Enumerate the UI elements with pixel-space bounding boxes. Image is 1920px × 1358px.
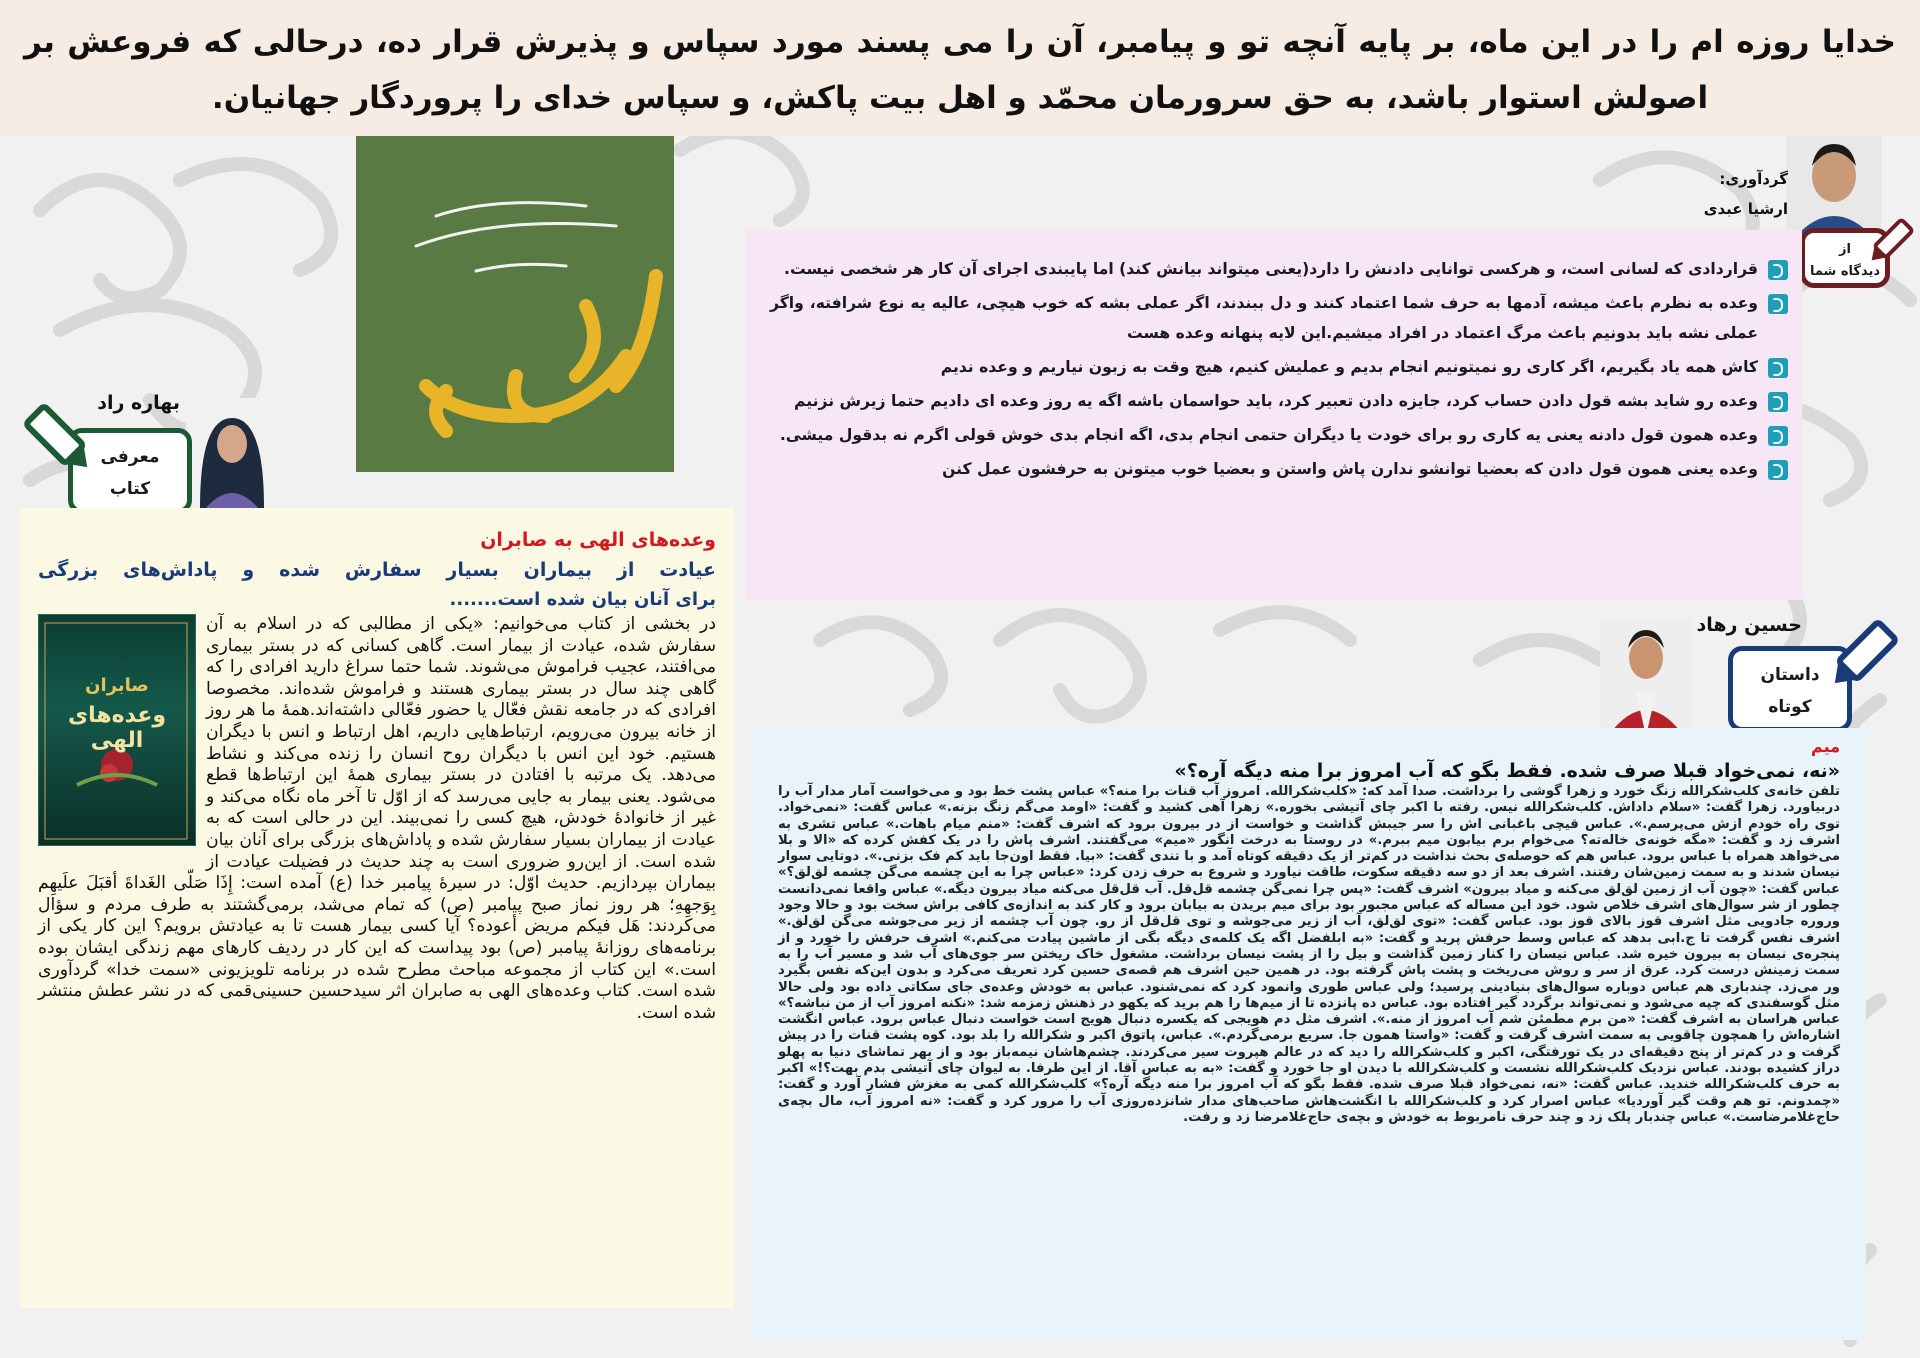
- list-item: قراردادی که لسانی است، و هرکسی توانایی دادنش را دارد(یعنی میتواند بیانش کند) اما پایبندی اجرای آن کار هر شخصی نیست.: [770, 254, 1788, 284]
- story-author-name: حسین رهاد: [1696, 614, 1802, 636]
- quote-bullet-icon: [1768, 392, 1788, 412]
- book-review-panel: [20, 508, 734, 1308]
- pen-icon: [1862, 214, 1918, 270]
- story-body: تلفن خانه‌ی کلب‌شکرالله زنگ خورد و زهرا گوشی را برداشت. صدا آمد که: «کلب‌شکرالله. امروز آب قنات برا منه؟» عباس پشت خط بود و می‌خواست آمار مدار آب را دربیاورد. زهرا گفت: «سلام داداش. کلب‌شکرالله نیس. رفته با اکبر چای آتیشی بخوره.» زهرا آهی کشید و گفت: «اومد می‌گم زنگ بزنه.» عباس گفت: «نمی‌خواد. توی راه خودم ازش می‌پرسم.». عباس قیچی باغبانی اش را سر جیبش گذاشت و خواست از در بیرون برود که اشرف گفت: «منم میام باهات.» عباس تشری به اشرف زد و گفت: «مگه خونه‌ی خاله‌ته؟ می‌خوام برم بیابون میم ببرم.» در روستا به درخت انگور «میم» می‌گفتند. اشرف پاش را در یک کفش کرده که «الا و بلا می‌خواهد همراه با عباس برود. عباس هم که حوصله‌ی بحث نداشت در کم‌تر از یک دقیقه کوتاه آمد و با تندی گفت: «بیا. فقط اون‌جا باید کم فک بزنی.». دوتایی سوار نیسان شدند و به سمت زمین‌شان رفتند. اشرف بعد از دو سه دقیقه سکوت، طاقت نیاورد و شروع به حرف زدن کرد: «عباس چرا به این چشمه می‌گن چشمه لق‌لق؟» عباس گفت: «چون آب از زمین لق‌لق می‌کنه و میاد بیرون» اشرف گفت: «پس چرا نمی‌گن چشمه قل‌قل. آب قل‌قل می‌کنه میاد بیرون دیگه.» عباس واقعا نمی‌دانست چطور از شر سوال‌های اشرف خلاص شود. خود این مساله که عباس مجبور بود برای میم بریدن به بیابان برود و کار کند به اندازه‌ی کافی براش سخت بود و حالا وجود وروره جادویی مثل اشرف قوز بالای قوز بود. عباس گفت: «توی لق‌لق، آب از زیر می‌جوشه و توی قل‌قل از رو. چون آب چشمه از زیر می‌جوشه می‌گن لق‌لق.» اشرف نفس گرفت تا ج.ابی بدهد که عباس وسط حرفش پرید و گفت: «به ابلفضل اگه یک کلمه‌ی دیگه بگی از ماشین پیادت می‌کنم.» اشرف حرفش را خورد و از پنجره‌ی نیسان به بیرون خیره شد. عباس نیسان را کنار زمین گذاشت و بیل را از پشت نیسان برداشت. مشغول خاک ریختن سر جوی‌های آب شد و مسیر آب را به سمت زمینش درست کرد. عرق از سر و روش می‌ریخت و پشت پاش گرفته بود. در همین حین اشرف هم قصه‌ی حسین کرد تعریف می‌کرد و بدون این‌که نفس بگیرد ور می‌زد. چندباری هم عباس دوباره سوال‌های بنیادینی پرسید؛ ولی عباس طوری وانمود کرد که نمی‌شنود. عباس به خودش وعده‌ی جای سکاتی داده بود ولی حالا مثل گوسفندی که چپه می‌شود و نمی‌تواند برگردد گیر افتاده بود. عباس ده پانزده تا از میم‌ها را هم برید که یکهو در ذهنش زمزمه شد: «نکنه امروز آب از من نباشه؟» عباس هراسان به اشرف گفت: «من برم مطمئن شم آب امروز از منه.». اشرف مثل دم هویجی که یکسره دنبال هویج است خواست دنبال عباس برود. عباس انگشت اشاره‌اش را همچون چاقویی به سمت اشرف گرفت و گفت: «واستا همون جا. سریع برمی‌گردم.». عباس، پاتوق اکبر و شکرالله را بلد بود. کوه پشت قنات را در پیش گرفت و در کم‌تر از پنج دقیقه‌ای در یک تورفتگی، اکبر و کلب‌شکرالله را دید که در عالم هپروت سیر می‌کردند. چشم‌هاشان نیمه‌باز بود و از بهر تماشای دنیا به پهلو دراز کشیده بودند. عباس نزدیک کلب‌شکرالله نشست و کلب‌شکرالله با دیدن او جا خورد و گفت: «به به عباس آقا. از این طرفا. به لیوان چای آتیشی بدم بهت؟!» اکبر به حرف کلب‌شکرالله خندید. عباس گفت: «نه، نمی‌خواد قبلا صرف شده. فقط بگو که آب امروز برا منه دیگه آره؟» کلب‌شکرالله کمی به مغزش فشار آورد و گفت: «چمدونم. تو هم وقت گیر آوردیا» عباس اصرار کرد و کلب‌شکرالله با انگشت‌هاش صاحب‌های مدار شانزده‌روزی آب را مرور کرد و گفت: «نه امروز آب، مال بچه‌ی حاج‌غلامرضاست.» عباس چندبار پلک زد و چند حرف نامربوط به خودش و بچه‌ی حاج‌غلامرضا زد و رفت.: [778, 784, 1840, 1125]
- list-item: وعده به نظرم باعث میشه، آدمها به حرف شما اعتماد کنند و دل ببندند، اگر عملی بشه که خوب هیچی، عالیه یه نوع شرافته، واگر عملی نشه باید بدونیم باعث مرگ اعتماد در افراد میشیم.این لایه پنهانه وعده هست: [770, 288, 1788, 348]
- story-pen-name: میم: [1811, 737, 1840, 756]
- list-item: کاش همه یاد بگیریم، اگر کاری رو نمیتونیم انجام بدیم و عملیش کنیم، هیچ وقت به زبون نیاریم و وعده ندیم: [770, 352, 1788, 382]
- pen-icon: [1818, 614, 1904, 700]
- tag-line-2: کوتاه: [1768, 697, 1812, 717]
- compiler-label: گردآوری:: [1719, 170, 1788, 188]
- story-title: «نه، نمی‌خواد قبلا صرف شده. فقط بگو که آب امروز برا منه دیگه آره؟»: [1174, 760, 1840, 782]
- list-item: وعده همون قول دادنه یعنی یه کاری رو برای خودت یا دیگران حتمی انجام بدی، اگه انجام بدی خوش قولی اگرم نه بدقول میشی.: [770, 420, 1788, 450]
- tag-line-1: از: [1839, 242, 1851, 257]
- quote-bullet-icon: [1768, 260, 1788, 280]
- prayer-text: خدایا روزه ام را در این ماه، بر پایه آنچه تو و پیامبر، آن را می پسند مورد سپاس و پذیرش قرار ده، درحالی که فروعش بر اصولش استوار باشد، به حق سرورمان محمّد و اهل بیت پاکش، و سپاس خدای را پروردگار جهانیان.: [24, 24, 1896, 116]
- review-subtitle: عیادت از بیماران بسیار سفارش شده و پاداش‌های بزرگی: [38, 559, 716, 581]
- quote-bullet-icon: [1768, 426, 1788, 446]
- review-body: در بخشی از کتاب می‌خوانیم: «یکی از مطالبی که در اسلام به آن سفارش شده، عیادت از بیمار است. گاهی کسانی که در بستر بیماری می‌افتند، عجیب فراموش می‌شوند. شما حتما سراغ دارید افرادی را که گاهی چند سال در بستر بیماری هستند و فراموش شده‌اند. مخصوصا افرادی که در جامعه نقش فعّال یا حضور فعّالی داشته‌اند.همهٔ ما هر روز از خانه بیرون می‌رویم، ارتباط‌هایی داریم، اهل ارتباط و انس با دیگران هستیم. خود این انس با دیگران روح انسان را زنده می‌کند و نشاط می‌دهد. یک مرتبه با افتادن در بستر بیماری همهٔ این ارتباط‌ها قطع می‌شود. یعنی بیمار به جایی می‌رسد که از اوّل تا آخر ماه نگاه می‌کند و غیر از خانوادهٔ خودش، هیچ کسی را نمی‌بیند. این در حالی است که به عیادت از بیماران بسیار سفارش شده و پاداش‌های بزرگی برای آنان بیان شده است. از این‌رو ضروری است به چند حدیث در فضیلت عیادت از بیماران بپردازیم. حدیث اوّل: در سیرهٔ پیامبر خدا (ع) آمده است: إِذَا صَلّی الغَداةَ أقبَلَ علَیهِم بِوَجهِهِ؛ هر روز نماز صبح پیامبر (ص) که تمام می‌شد، برمی‌گشتند به طرف مردم و سؤال می‌کردند: هَل فیکم مریض أعوده؟ آیا کسی بیمار هست تا به عیادتش برویم؟ این کار یکی از برنامه‌های روزانهٔ پیامبر (ص) بود پیداست که این کار در ردیف کارهای مهم زندگی ایشان بوده است.» این کتاب از مجموعه مباحث مطرح شده در برنامه تلویزیونی «سمت خدا» گردآوری شده است. کتاب وعده‌های الهی به صابران اثر سیدحسین حسینی‌قمی که در نشر عطش منتشر شده است.: [38, 614, 716, 1023]
- quote-bullet-icon: [1768, 358, 1788, 378]
- compiler-name: ارشیا عبدی: [1703, 200, 1788, 218]
- tag-line-1: معرفی: [100, 447, 160, 467]
- list-item: وعده یعنی همون قول دادن که بعضیا توانشو ندارن پاش واستن و بعضیا خوب میتونن به حرفشون عمل کنن: [770, 454, 1788, 484]
- avatar-bahareh: [186, 398, 278, 508]
- calligraphy-art: [356, 136, 674, 472]
- avatar-hossein: [1600, 618, 1692, 736]
- cover-title: وعده‌های الهی: [67, 703, 167, 753]
- from-your-view-panel: [746, 230, 1802, 600]
- quote-bullet-icon: [1768, 460, 1788, 480]
- tag-line-2: کتاب: [109, 479, 151, 499]
- tag-line-1: داستان: [1760, 665, 1820, 685]
- review-title: وعده‌های الهی به صابران: [480, 529, 716, 551]
- review-subtitle-2: برای آنان بیان شده است.......: [449, 589, 716, 610]
- short-story-panel: [752, 728, 1866, 1340]
- list-item: وعده رو شاید بشه قول دادن حساب کرد، جایزه دادن تعبیر کرد، باید حواسمان باشه اگه یه روز وعده ای دادیم حتما زیرش نزنیم: [770, 386, 1788, 416]
- calligraphy-image: [356, 136, 674, 472]
- header-prayer: [0, 0, 1920, 136]
- cover-sub: صابران: [85, 675, 149, 696]
- quote-bullet-icon: [1768, 294, 1788, 314]
- tag-line-2: دیدگاه شما: [1809, 264, 1881, 279]
- book-author-name: بهاره راد: [97, 392, 180, 414]
- pen-icon: [18, 398, 104, 484]
- book-cover-image: [38, 614, 196, 846]
